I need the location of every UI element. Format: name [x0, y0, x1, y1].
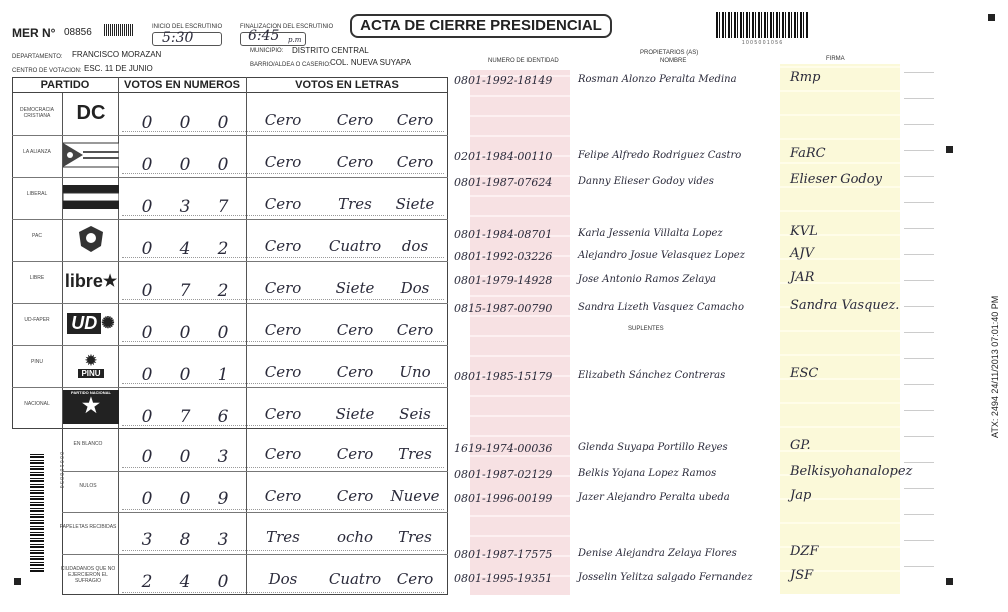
vote-digit: 0: [141, 365, 153, 385]
right-margin-line: [904, 254, 934, 255]
vote-word: Dos: [400, 279, 430, 297]
row-divider: [12, 345, 448, 346]
total-digit: 0: [179, 447, 191, 467]
total-digit: 3: [217, 530, 229, 550]
letters-column-header: VOTOS EN LETRAS: [246, 77, 448, 93]
substitute-name: Belkis Yojana Lopez Ramos: [578, 468, 717, 479]
writing-line: [122, 550, 444, 551]
id-column-label: NUMERO DE IDENTIDAD: [488, 58, 559, 64]
writing-line: [122, 467, 444, 468]
signature-column-background: [780, 64, 900, 594]
right-margin-line: [904, 436, 934, 437]
writing-line: [122, 592, 444, 593]
vote-word: Cero: [336, 321, 374, 339]
owner-signature: FaRC: [790, 146, 826, 161]
vote-word: Siete: [335, 405, 375, 423]
row-divider: [12, 135, 448, 136]
right-margin-line: [904, 228, 934, 229]
vote-word: Cero: [264, 321, 302, 339]
party-label: PINU: [31, 359, 43, 365]
substitute-name: Glenda Suyapa Portillo Reyes: [578, 442, 728, 453]
total-word: Cero: [264, 445, 302, 463]
total-word: Cero: [396, 569, 434, 588]
row-divider: [62, 554, 448, 555]
owner-name: Jose Antonio Ramos Zelaya: [578, 274, 716, 285]
writing-line: [122, 341, 444, 342]
total-digit: 0: [141, 488, 153, 509]
party-logo-icon: ✹ PINU: [62, 350, 120, 380]
substitute-id: 0801-1995-19351: [454, 572, 553, 585]
municipality-value: DISTRITO CENTRAL: [292, 46, 369, 55]
owner-signature: Elieser Godoy: [790, 172, 882, 187]
vote-word: Cero: [396, 153, 434, 171]
right-margin-line: [904, 72, 934, 73]
substitute-id: 0801-1996-00199: [454, 492, 553, 505]
right-margin-line: [904, 306, 934, 307]
party-label: LA ALIANZA: [23, 149, 51, 155]
total-word: Tres: [266, 528, 300, 546]
right-margin-line: [904, 462, 934, 463]
party-logo-icon: libre ★: [64, 270, 118, 291]
vote-word: Cuatro: [328, 237, 382, 255]
start-time-label: INICIO DEL ESCRUTINIO: [152, 24, 223, 30]
row-divider: [12, 303, 448, 304]
writing-line: [122, 383, 444, 384]
party-label: DEMOCRACIA CRISTIANA: [20, 107, 54, 119]
liberal-flag-icon: [63, 183, 119, 211]
vote-word: Cero: [264, 237, 302, 255]
totals-label: PAPELETAS RECIBIDAS: [59, 524, 117, 530]
top-barcode-icon: [716, 12, 808, 38]
party-label: NACIONAL: [24, 401, 50, 407]
id-column-background: [470, 70, 570, 595]
substitute-signature: JSF: [790, 568, 814, 583]
document-title: ACTA DE CIERRE PRESIDENCIAL: [350, 14, 612, 38]
name-label: NOMBRE: [660, 58, 687, 64]
total-word: Cero: [264, 486, 302, 505]
right-margin-line: [904, 124, 934, 125]
total-digit: 0: [141, 447, 153, 467]
right-margin-line: [904, 202, 934, 203]
owner-name: Danny Elieser Godoy vides: [578, 176, 714, 187]
writing-line: [122, 173, 444, 174]
pac-shield-icon: [76, 224, 106, 254]
row-divider: [62, 471, 448, 472]
total-word: Tres: [398, 445, 432, 463]
vote-word: Uno: [399, 363, 431, 381]
writing-line: [122, 215, 444, 216]
total-word: Tres: [398, 528, 432, 546]
left-barcode-icon: [30, 452, 44, 572]
substitute-name: Denise Alejandra Zelaya Flores: [578, 548, 737, 559]
substitute-signature: Belkisyohanalopez: [790, 464, 913, 479]
substitute-id: 0801-1985-15179: [454, 370, 553, 383]
center-value: ESC. 11 DE JUNIO: [84, 64, 153, 73]
total-digit: 0: [217, 571, 229, 592]
substitutes-label: SUPLENTES: [628, 326, 664, 332]
row-divider: [12, 261, 448, 262]
owner-name: Sandra Lizeth Vasquez Camacho: [578, 302, 744, 313]
substitute-signature: ESC: [790, 366, 819, 381]
pinu-logo-icon: PINU: [78, 369, 103, 378]
vote-digit: 0: [217, 323, 229, 343]
total-digit: 2: [141, 571, 153, 592]
substitute-signature: DZF: [790, 544, 819, 559]
vote-digit: 0: [217, 113, 229, 133]
writing-line: [122, 425, 444, 426]
right-margin-line: [904, 150, 934, 151]
party-label: LIBERAL: [26, 191, 48, 197]
vote-word: Cero: [264, 111, 302, 129]
vote-digit: 0: [141, 323, 153, 343]
substitute-id: 0801-1987-02129: [454, 468, 553, 481]
party-label: UD-FAPER: [24, 317, 50, 323]
start-time-value: 5:30: [162, 30, 194, 46]
owner-id: 0801-1987-07624: [454, 176, 553, 189]
total-word: Dos: [268, 569, 298, 588]
writing-line: [122, 131, 444, 132]
owners-label: PROPIETARIOS (AS): [640, 50, 699, 56]
right-margin-line: [904, 332, 934, 333]
vote-word: Siete: [395, 195, 435, 213]
vote-word: Cero: [396, 321, 434, 339]
vote-digit: 7: [179, 407, 191, 427]
substitute-signature: GP.: [790, 438, 811, 453]
end-time-label: FINALIZACION DEL ESCRUTINIO: [240, 24, 334, 30]
end-time-value: 6:45: [248, 28, 280, 44]
owner-name: Alejandro Josue Velasquez Lopez: [578, 250, 745, 261]
total-digit: 9: [217, 488, 229, 509]
vote-digit: 1: [217, 365, 229, 385]
total-word: ocho: [336, 528, 374, 546]
owner-name: Rosman Alonzo Peralta Medina: [578, 74, 737, 85]
vote-digit: 0: [141, 239, 153, 259]
vote-digit: 0: [179, 365, 191, 385]
substitute-name: Josselin Yelitza salgado Fernandez: [578, 572, 753, 583]
vote-word: Cero: [336, 153, 374, 171]
right-margin-line: [904, 540, 934, 541]
center-label: CENTRO DE VOTACION:: [12, 68, 82, 74]
right-margin-line: [904, 566, 934, 567]
vote-word: Cero: [336, 363, 374, 381]
writing-line: [122, 257, 444, 258]
totals-label: CIUDADANOS QUE NO EJERCIERON EL SUFRAGIO: [60, 565, 116, 584]
end-time-suffix: p.m: [288, 36, 302, 44]
right-margin-line: [904, 98, 934, 99]
vote-word: Cero: [264, 279, 302, 297]
owner-signature: AJV: [790, 246, 814, 261]
vote-digit: 0: [141, 197, 153, 217]
top-barcode-number: 1 0 0 5 0 0 1 0 5 6: [741, 40, 783, 46]
vote-word: Cero: [264, 153, 302, 171]
dc-logo-icon: DC: [76, 101, 106, 124]
owner-id: 0815-1987-00790: [454, 302, 553, 315]
municipality-label: MUNICIPIO:: [250, 48, 284, 54]
vote-digit: 0: [179, 113, 191, 133]
row-divider: [12, 177, 448, 178]
vote-digit: 0: [141, 407, 153, 427]
mer-label: MER N°: [12, 26, 56, 40]
vote-digit: 6: [217, 407, 229, 427]
department-label: DEPARTAMENTO:: [12, 54, 63, 60]
mer-number: 08856: [64, 27, 92, 38]
left-barcode-number: 0 0 0 1 0 8 8 5 6: [58, 452, 64, 489]
vote-digit: 0: [179, 155, 191, 175]
vote-word: Seis: [399, 405, 431, 423]
right-margin-line: [904, 280, 934, 281]
vote-word: Cero: [396, 111, 434, 129]
substitute-id: 1619-1974-00036: [454, 442, 553, 455]
signature-label: FIRMA: [826, 56, 845, 62]
party-logo-icon: [62, 224, 120, 254]
owner-id: 0801-1992-18149: [454, 74, 553, 87]
small-barcode-icon: [104, 24, 134, 36]
party-logo-icon: [62, 98, 120, 128]
vote-word: Cero: [264, 363, 302, 381]
numbers-column-header: VOTOS EN NUMEROS: [118, 77, 246, 93]
substitute-name: Jazer Alejandro Peralta ubeda: [578, 492, 730, 503]
right-margin-line: [904, 358, 934, 359]
owner-id: 0201-1984-00110: [454, 150, 553, 163]
total-word: Cero: [336, 445, 374, 463]
substitute-id: 0801-1987-17575: [454, 548, 553, 561]
alianza-flag-icon: [63, 141, 119, 169]
total-digit: 8: [179, 530, 191, 550]
neighborhood-label: BARRIO/ALDEA O CASERIO:: [250, 62, 331, 68]
right-margin-line: [904, 488, 934, 489]
right-margin-line: [904, 410, 934, 411]
owner-name: Felipe Alfredo Rodriguez Castro: [578, 150, 742, 161]
vote-word: dos: [401, 237, 429, 255]
owner-signature: Rmp: [790, 70, 821, 85]
owner-signature: KVL: [790, 224, 818, 239]
party-label: LIBRE: [29, 275, 45, 281]
party-logo-icon: UD ✺: [62, 308, 120, 338]
totals-label: NULOS: [79, 482, 97, 489]
corner-marker-icon: [14, 578, 21, 585]
vote-digit: 0: [141, 155, 153, 175]
owner-id: 0801-1992-03226: [454, 250, 553, 263]
nacional-logo-icon: PARTIDO NACIONAL: [71, 390, 111, 395]
owner-name: Karla Jessenia Villalta Lopez: [578, 228, 723, 239]
vote-digit: 7: [179, 281, 191, 301]
writing-line: [122, 509, 444, 510]
vote-digit: 2: [217, 239, 229, 259]
department-value: FRANCISCO MORAZAN: [72, 50, 162, 59]
vote-word: Cero: [264, 405, 302, 423]
vote-digit: 0: [217, 155, 229, 175]
corner-marker-icon: [946, 578, 953, 585]
party-logo-icon: [62, 140, 120, 170]
party-logo-icon: PARTIDO NACIONAL ★: [62, 392, 120, 422]
row-divider: [12, 219, 448, 220]
total-digit: 3: [141, 530, 153, 550]
vote-digit: 7: [217, 197, 229, 217]
owner-signature: Sandra Vasquez.: [790, 298, 900, 313]
corner-marker-icon: [988, 14, 995, 21]
vote-digit: 0: [141, 113, 153, 133]
owner-id: 0801-1984-08701: [454, 228, 553, 241]
vote-digit: 3: [179, 197, 191, 217]
vote-word: Siete: [335, 279, 375, 297]
owner-id: 0801-1979-14928: [454, 274, 553, 287]
vote-word: Tres: [338, 195, 372, 213]
owner-signature: JAR: [790, 270, 815, 285]
vote-word: Cero: [264, 195, 302, 213]
total-digit: 3: [217, 447, 229, 467]
transmission-stamp: ATX: 2494 24/11/2013 07:01:40 PM: [990, 295, 1000, 438]
vote-digit: 2: [217, 281, 229, 301]
neighborhood-value: COL. NUEVA SUYAPA: [330, 58, 411, 67]
row-divider: [62, 512, 448, 513]
right-margin-line: [904, 514, 934, 515]
libre-logo-icon: libre: [64, 270, 103, 291]
vote-digit: 4: [179, 239, 191, 259]
corner-marker-icon: [946, 146, 953, 153]
vote-word: Cero: [336, 111, 374, 129]
ud-logo-icon: UD: [67, 313, 101, 334]
total-word: Cuatro: [328, 569, 382, 588]
substitute-name: Elizabeth Sánchez Contreras: [578, 370, 726, 381]
total-digit: 4: [179, 571, 191, 592]
party-label: PAC: [32, 233, 42, 239]
right-margin-line: [904, 176, 934, 177]
total-word: Nueve: [390, 486, 440, 505]
vote-digit: 0: [179, 323, 191, 343]
totals-label: EN BLANCO: [73, 441, 103, 447]
writing-line: [122, 299, 444, 300]
row-divider: [12, 387, 448, 388]
vote-digit: 0: [141, 281, 153, 301]
total-word: Cero: [336, 486, 374, 505]
party-logo-icon: [62, 182, 120, 212]
party-column-header: PARTIDO: [12, 77, 118, 93]
total-digit: 0: [179, 488, 191, 509]
substitute-signature: Jap: [790, 488, 812, 503]
right-margin-line: [904, 384, 934, 385]
